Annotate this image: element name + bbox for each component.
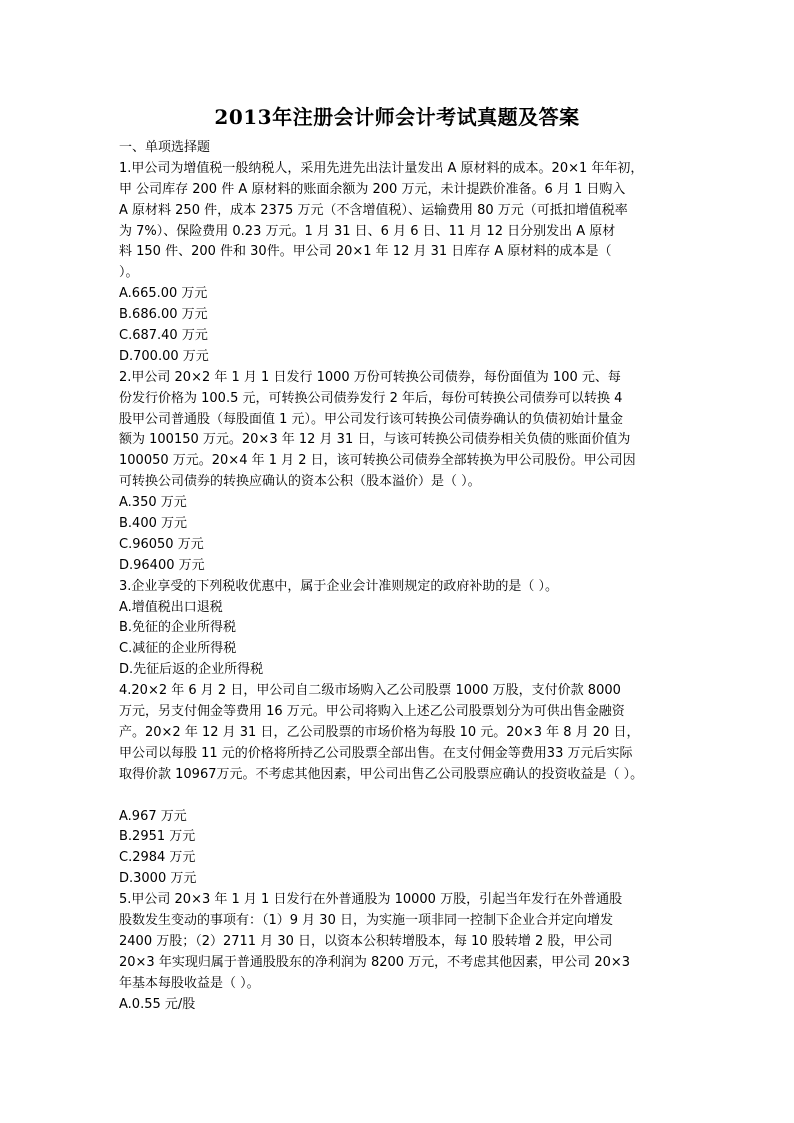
question-stem-line: 4.20×2 年 6 月 2 日，甲公司自二级市场购入乙公司股票 1000 万股，支付价款 8000 [119,683,621,699]
question-stem-line: 100050 万元。20×4 年 1 月 2 日，该可转换公司债券全部转换为甲公司股份。甲公司因 [119,453,636,469]
question-stem-line: 1.甲公司为增值税一般纳税人，采用先进先出法计量发出 A 原材料的成本。20×1 年年初， [119,160,644,176]
question-stem-line: 甲 公司库存 200 件 A 原材料的账面余额为 200 万元，未计提跌价准备。6 月 1 日购入 [119,181,626,197]
answer-option: B.400 万元 [119,516,187,532]
question-3 [119,577,679,681]
question-stem-line: 料 150 件、200 件和 30件。甲公司 20×1 年 12 月 31 日库存 A 原材料的成本是（ [119,244,612,260]
answer-option: D.96400 万元 [119,557,205,573]
question-stem-line: 为 7%）、保险费用 0.23 万元。1 月 31 日、6 月 6 日、11 月 12 日分别发出 A 原材 [119,223,616,239]
answer-option: A.967 万元 [119,808,187,824]
answer-option: D.3000 万元 [119,871,197,887]
answer-option: B.686.00 万元 [119,307,208,323]
question-stem-line: 取得价款 10967万元。不考虑其他因素，甲公司出售乙公司股票应确认的投资收益是（ ）。 [119,766,644,782]
answer-option: A.350 万元 [119,495,187,511]
answer-option: D.700.00 万元 [119,348,209,364]
answer-option: B.2951 万元 [119,829,196,845]
answer-option: D.先征后返的企业所得税 [119,662,264,678]
question-stem-line: 份发行价格为 100.5 元，可转换公司债券发行 2 年后，每份可转换公司债券可以转换 4 [119,390,623,406]
question-stem-line: 万元，另支付佣金等费用 16 万元。甲公司将购入上述乙公司股票划分为可供出售金融资 [119,704,625,720]
answer-option: A.增值税出口退税 [119,599,223,615]
question-stem-line: 2400 万股；（2）2711 月 30 日，以资本公积转增股本，每 10 股转增 2 股，甲公司 [119,933,613,949]
document-title: 2013年注册会计师会计考试真题及答案 [214,105,580,129]
question-stem-line: 股甲公司普通股（每股面值 1 元）。甲公司发行该可转换公司债券确认的负债初始计量金 [119,411,624,427]
question-2 [119,368,679,577]
question-stem-line: 甲公司以每股 11 元的价格将所持乙公司股票全部出售。在支付佣金等费用33 万元后实际 [119,745,633,761]
question-stem-line: 年基本每股收益是（ ）。 [119,975,260,991]
question-stem-line: 3.企业享受的下列税收优惠中，属于企业会计准则规定的政府补助的是（ ）。 [119,578,559,594]
answer-option: C.96050 万元 [119,536,204,552]
answer-option: B.免征的企业所得税 [119,620,237,636]
question-stem-line: 股数发生变动的事项有：（1）9 月 30 日，为实施一项非同一控制下企业合并定向增发 [119,912,613,928]
blank-line [119,786,679,807]
question-stem-line: 可转换公司债券的转换应确认的资本公积（股本溢价）是（ ）。 [119,474,481,490]
question-5 [119,890,679,1015]
question-stem-line: 20×3 年实现归属于普通股股东的净利润为 8200 万元，不考虑其他因素，甲公司 20×3 [119,954,631,970]
answer-option: C.减征的企业所得税 [119,641,237,657]
question-stem-line: 产。20×2 年 12 月 31 日，乙公司股票的市场价格为每股 10 元。20×3 年 8 月 20 日， [119,724,640,740]
answer-option: C.2984 万元 [119,850,196,866]
document-body [119,138,679,1015]
answer-option: C.687.40 万元 [119,328,208,344]
question-stem-line: 5.甲公司 20×3 年 1 月 1 日发行在外普通股为 10000 万股，引起当年发行在外普通股 [119,892,623,908]
section-heading: 一、单项选择题 [119,140,211,155]
answer-option: A.0.55 元/股 [119,996,196,1012]
question-stem-line: 额为 100150 万元。20×3 年 12 月 31 日，与该可转换公司债券相关负债的账面价值为 [119,432,631,448]
answer-option: A.665.00 万元 [119,286,208,302]
question-stem-line: ）。 [119,265,139,281]
question-1 [119,159,679,368]
question-stem-line: A 原材料 250 件，成本 2375 万元（不含增值税）、运输费用 80 万元（可抵扣增值税率 [119,202,628,218]
question-stem-line: 2.甲公司 20×2 年 1 月 1 日发行 1000 万份可转换公司债券，每份面值为 100 元、每 [119,369,621,385]
question-4 [119,681,679,890]
